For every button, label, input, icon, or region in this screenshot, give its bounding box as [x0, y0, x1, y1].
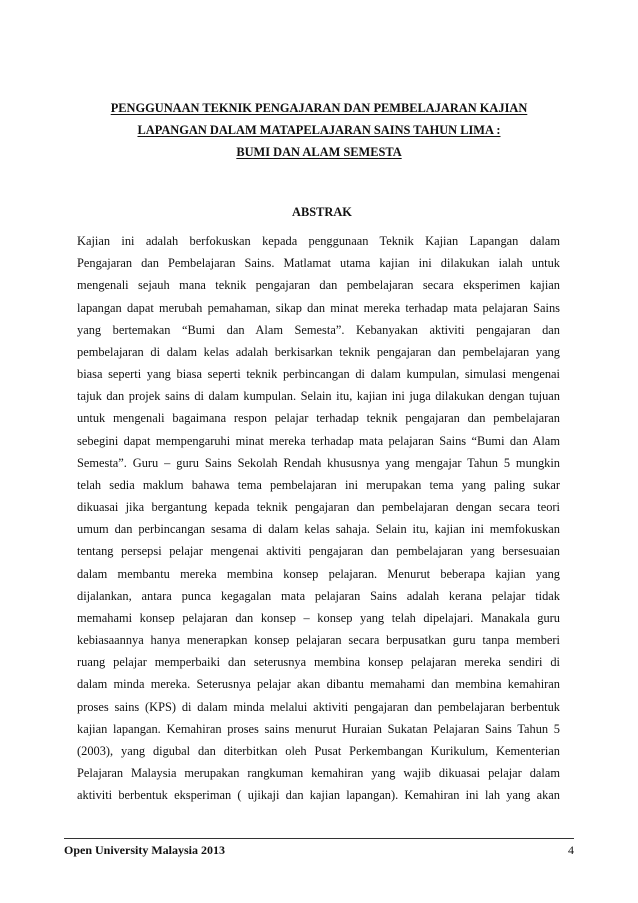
abstract-line: kajian lapangan. Kemahiran proses sains menurut Huraian Sukatan Pelajaran Sains Tahun 5 — [77, 721, 560, 736]
abstract-heading-wrapper — [0, 204, 638, 220]
abstract-line: yang bertemakan “Bumi dan Alam Semesta”. Kebanyakan aktiviti pengajaran dan — [77, 322, 560, 337]
abstract-line: dalam membantu mereka membina konsep pelajaran. Menurut beberapa kajian yang — [77, 566, 560, 581]
title-line: PENGGUNAAN TEKNIK PENGAJARAN DAN PEMBELAJARAN KAJIAN — [110, 101, 528, 115]
abstract-line: sebegini dapat mempengaruhi minat mereka terhadap mata pelajaran Sains “Bumi dan Alam — [77, 433, 560, 448]
abstract-line: aktiviti berbentuk eksperiman ( ujikaji dan kajian lapangan). Kemahiran ini lah yang akan — [77, 788, 560, 803]
abstract-line: memahami konsep pelajaran dan konsep – konsep yang telah dipelajari. Manakala guru — [77, 610, 560, 625]
abstract-line: proses sains (KPS) di dalam minda melalui aktiviti pengajaran dan pembelajaran berbentuk — [77, 699, 560, 714]
abstract-line: tajuk dan projek sains di dalam kumpulan. Selain itu, kajian ini juga dilakukan dengan tujuan — [77, 389, 560, 404]
abstract-line: telah sedia maklum bahawa tema pembelajaran ini merupakan tema yang paling sukar — [77, 477, 560, 492]
abstract-line: biasa seperti yang biasa seperti teknik perbincangan di dalam kumpulan, simulasi mengenai — [77, 367, 560, 382]
abstract-line: (2003), yang digubal dan diterbitkan oleh Pusat Perkembangan Kurikulum, Kementerian — [77, 743, 560, 758]
abstract-body — [77, 230, 560, 806]
abstract-line: Kajian ini adalah berfokuskan kepada penggunaan Teknik Kajian Lapangan dalam — [77, 234, 560, 248]
abstract-line: pembelajaran di dalam kelas adalah berkisarkan teknik pengajaran dan pembelajaran yang — [77, 344, 560, 359]
abstract-line: untuk mengenali bagaimana respon pelajar terhadap teknik pengajaran dan pembelajaran — [77, 411, 560, 426]
abstract-line: kebiasaannya hanya menerapkan konsep pelajaran secara berpusatkan guru tanpa memberi — [77, 633, 560, 648]
abstract-line: mengenali sejauh mana teknik pengajaran dan pembelajaran secara eksperimen kajian — [77, 278, 560, 293]
footer-divider — [64, 838, 574, 839]
abstract-heading: ABSTRAK — [292, 205, 352, 219]
abstract-line: Pengajaran dan Pembelajaran Sains. Matlamat utama kajian ini dilakukan ialah untuk — [77, 256, 560, 271]
title-line: BUMI DAN ALAM SEMESTA — [236, 145, 402, 159]
abstract-line: lapangan dapat merubah pemahaman, sikap dan minat mereka terhadap mata pelajaran Sains — [77, 300, 560, 315]
abstract-line: ruang pelajar memperbaiki dan seterusnya membina konsep pelajaran mereka sendiri di — [77, 655, 560, 670]
abstract-line: tentang persepsi pelajar mengenai aktiviti pengajaran dan pembelajaran yang bersesuaian — [77, 544, 560, 559]
abstract-line: Pelajaran Malaysia merupakan rangkuman kemahiran yang wajib dikuasai pelajar dalam — [77, 766, 560, 781]
document-title — [64, 97, 574, 163]
abstract-line: Semesta”. Guru – guru Sains Sekolah Rendah khususnya yang mengajar Tahun 5 mungkin — [77, 455, 560, 470]
abstract-line: dikuasai jika bergantung kepada teknik pengajaran dan pembelajaran dengan secara teori — [77, 500, 560, 515]
footer-publisher: Open University Malaysia 2013 — [64, 843, 225, 857]
abstract-line: umum dan perbincangan sesama di dalam kelas sahaja. Selain itu, kajian ini memfokuskan — [77, 522, 560, 537]
page-number: 4 — [568, 843, 574, 857]
abstract-line: dijalankan, antara punca kegagalan mata pelajaran Sains adalah kerana pelajar tidak — [77, 588, 560, 603]
abstract-line: dalam minda mereka. Seterusnya pelajar akan dibantu memahami dan membina kemahiran — [77, 677, 560, 692]
title-line: LAPANGAN DALAM MATAPELAJARAN SAINS TAHUN LIMA : — [137, 123, 501, 137]
